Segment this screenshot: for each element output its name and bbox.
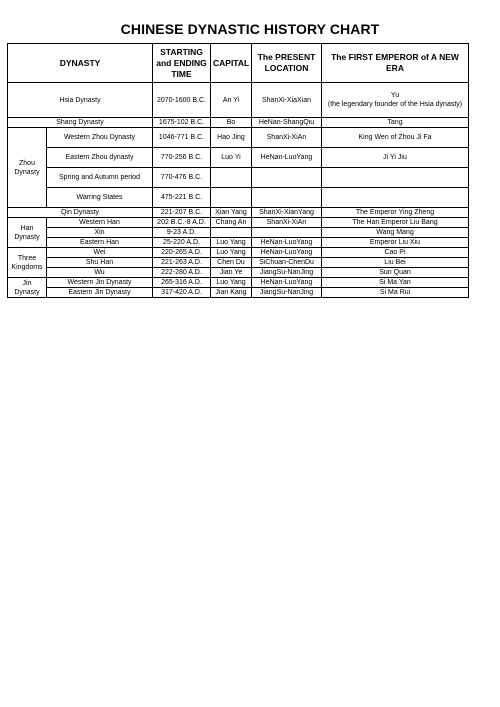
capital-cell [211,168,252,188]
time-cell: 1046-771 B.C. [153,128,211,148]
table-row [8,208,469,218]
location-cell: SiChuan-ChenDu [252,258,322,268]
emperor-cell: Liu Bei [322,258,469,268]
table-row [8,288,469,298]
location-cell [252,188,322,208]
location-cell: JiangSu-NanJing [252,268,322,278]
table-row [8,268,469,278]
capital-cell: Jian Kang [211,288,252,298]
emperor-cell: King Wen of Zhou Ji Fa [322,128,469,148]
emperor-cell [322,168,469,188]
header-row [8,44,469,83]
table-row [8,238,469,248]
emperor-cell: Wang Mang [322,228,469,238]
dynasty-name: Shang Dynasty [8,118,153,128]
capital-cell: Bo [211,118,252,128]
table-row [8,128,469,148]
location-cell: ShanXi-XiAn [252,128,322,148]
capital-cell: Jian Ye [211,268,252,278]
dynasty-name: Spring and Autumn period [47,168,153,188]
dynasty-name: Warring States [47,188,153,208]
capital-cell: Chang An [211,218,252,228]
location-cell: JiangSu-NanJing [252,288,322,298]
emperor-cell [322,83,469,118]
table-row [8,83,469,118]
time-cell: 9-23 A.D. [153,228,211,238]
emperor-cell: Sun Quan [322,268,469,278]
table-row [8,168,469,188]
time-cell: 2070-1600 B.C. [153,83,211,118]
emperor-cell: Si Ma Yan [322,278,469,288]
table-row [8,228,469,238]
location-cell: ShanXi-XiAn [252,218,322,228]
emperor-cell: The Emperor Ying Zheng [322,208,469,218]
header-time: STARTING and ENDING TIME [153,44,211,83]
capital-cell [211,228,252,238]
table-row [8,278,469,288]
group-label-han: Han Dynasty [8,218,47,248]
group-label-jin: Jin Dynasty [8,278,47,298]
chart-title: CHINESE DYNASTIC HISTORY CHART [120,21,380,37]
dynasty-name: Eastern Han [47,238,153,248]
time-cell: 25-220 A.D. [153,238,211,248]
location-cell: HeNan-LuoYang [252,278,322,288]
table-row [8,188,469,208]
capital-cell: An Yi [211,83,252,118]
emperor-cell [322,188,469,208]
time-cell: 317-420 A.D. [153,288,211,298]
emperor-cell: The Han Emperor Liu Bang [322,218,469,228]
capital-cell: Chen Du [211,258,252,268]
time-cell: 221-263 A.D. [153,258,211,268]
time-cell: 475-221 B.C. [153,188,211,208]
location-cell: ShanXi-XiaXian [252,83,322,118]
location-cell [252,228,322,238]
dynasty-name: Wei [47,248,153,258]
time-cell: 1675-102 B.C. [153,118,211,128]
time-cell: 265-316 A.D. [153,278,211,288]
capital-cell: Luo Yang [211,278,252,288]
dynasty-name: Eastern Jin Dynasty [47,288,153,298]
location-cell: HeNan-LuoYang [252,238,322,248]
time-cell: 770-256 B.C. [153,148,211,168]
dynasty-table [7,43,469,298]
capital-cell: Xian Yang [211,208,252,218]
dynasty-name: Qin Dynasty [8,208,153,218]
location-cell: HeNan-ShangQiu [252,118,322,128]
location-cell: HeNan-LuoYang [252,248,322,258]
capital-cell: Luo Yang [211,248,252,258]
group-label-three-kingdoms: Three Kingdoms [8,248,47,278]
emperor-cell: Si Ma Rui [322,288,469,298]
capital-cell: Hao Jing [211,128,252,148]
time-cell: 770-476 B.C. [153,168,211,188]
dynasty-name: Eastern Zhou dynasty [47,148,153,168]
location-cell: ShanXi-XianYang [252,208,322,218]
table-row [8,148,469,168]
table-row [8,248,469,258]
dynasty-name: Western Jin Dynasty [47,278,153,288]
header-dynasty: DYNASTY [8,44,153,83]
emperor-cell: Emperor Liu Xiu [322,238,469,248]
table-row [8,218,469,228]
table-row [8,258,469,268]
time-cell: 202 B.C.-8 A.D. [153,218,211,228]
emperor-name: Yu [390,92,400,99]
capital-cell [211,188,252,208]
table-row [8,118,469,128]
header-emperor: The FIRST EMPEROR of A NEW ERA [322,44,469,83]
capital-cell: Luo Yi [211,148,252,168]
dynasty-name: Hsia Dynasty [8,83,153,118]
header-capital: CAPITAL [211,44,252,83]
dynasty-name: Western Zhou Dynasty [47,128,153,148]
emperor-cell: Tang [322,118,469,128]
dynasty-name: Western Han [47,218,153,228]
time-cell: 220-265 A.D. [153,248,211,258]
dynasty-name: Shu Han [47,258,153,268]
time-cell: 221-207 B.C. [153,208,211,218]
emperor-cell: Cao Pi [322,248,469,258]
location-cell: HeNan-LuoYang [252,148,322,168]
group-label-zhou: Zhou Dynasty [8,128,47,208]
capital-cell: Luo Yang [211,238,252,248]
dynasty-name: Wu [47,268,153,278]
location-cell [252,168,322,188]
header-location: The PRESENT LOCATION [252,44,322,83]
time-cell: 222-280 A.D. [153,268,211,278]
emperor-note: (the legendary founder of the Hsia dynasty) [327,101,463,108]
dynasty-name: Xin [47,228,153,238]
emperor-cell: Ji Yi Jiu [322,148,469,168]
